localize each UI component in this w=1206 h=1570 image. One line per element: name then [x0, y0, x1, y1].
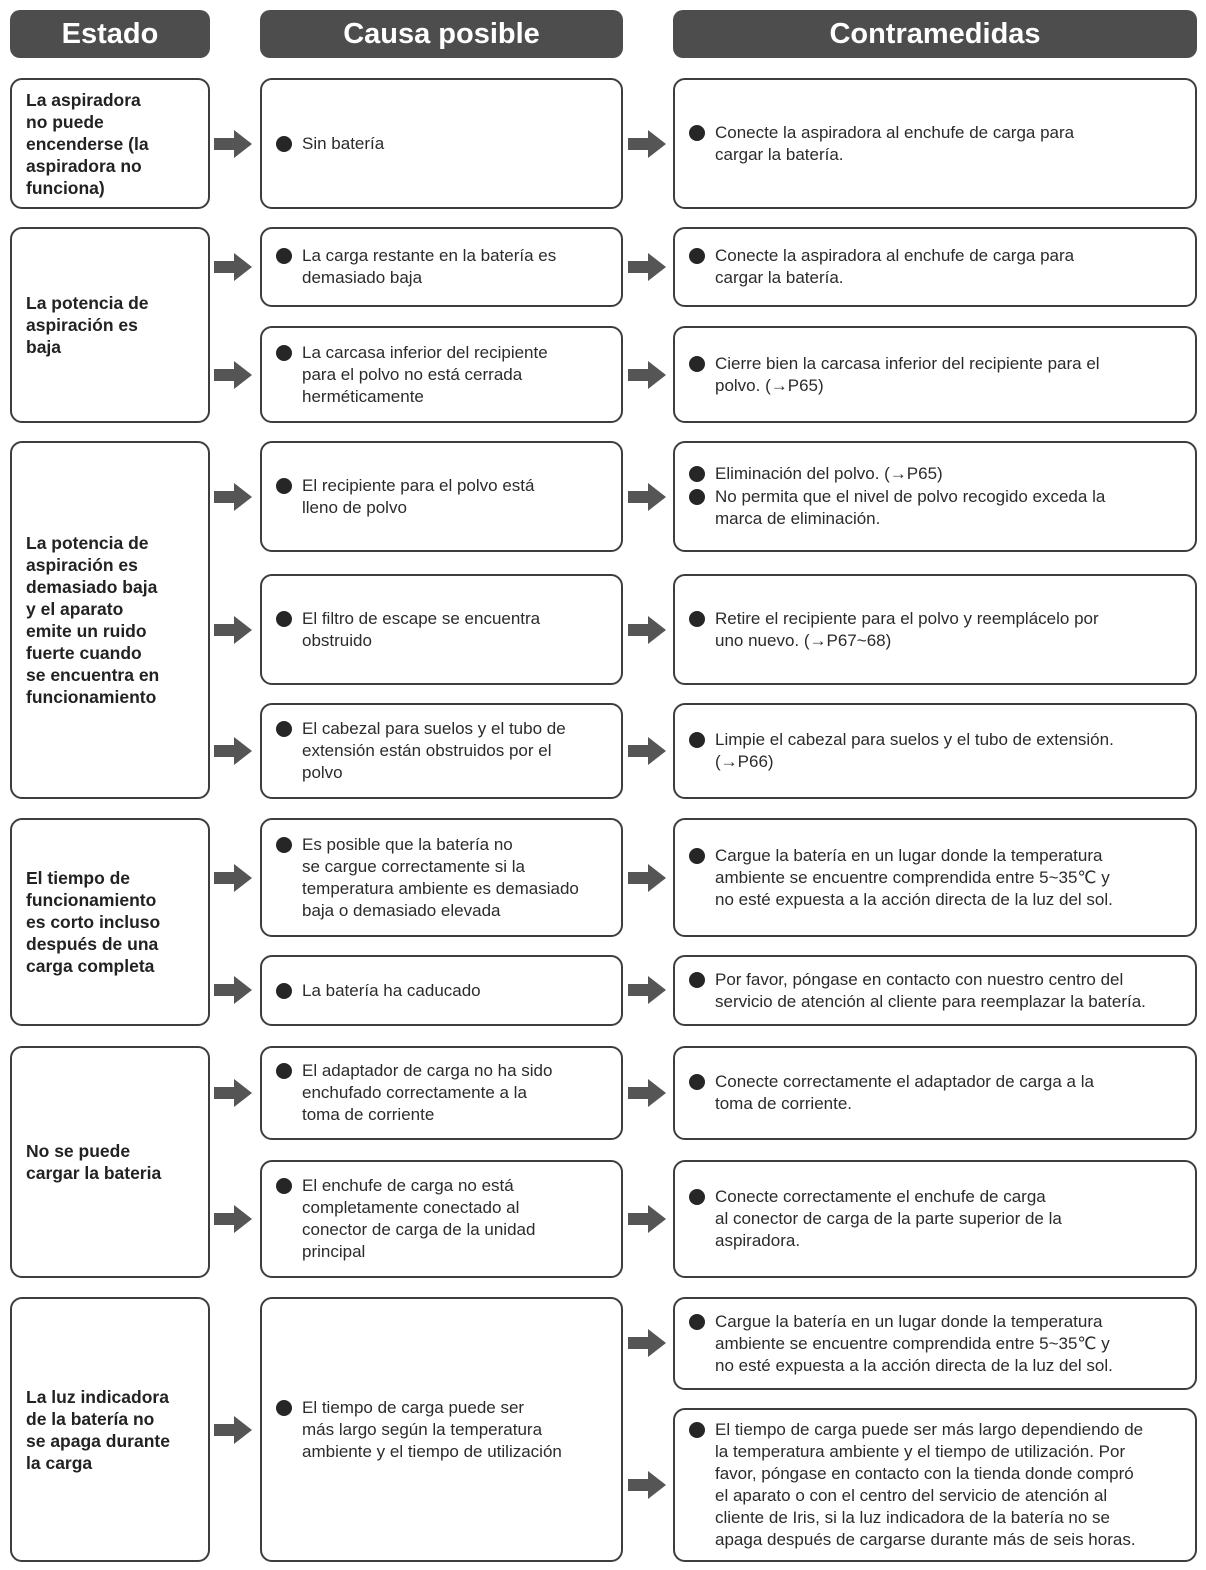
arrow-right-icon	[214, 253, 252, 281]
arrow-right-icon	[214, 130, 252, 158]
contramedida-item: Cierre bien la carcasa inferior del recipiente para el polvo. (→P65)	[689, 353, 1189, 397]
contramedida-box	[673, 78, 1197, 209]
contramedida-box	[673, 574, 1197, 685]
estado-text: La potencia de aspiración es baja	[26, 293, 149, 357]
arrow-right-icon	[214, 483, 252, 511]
header-estado	[10, 10, 210, 58]
arrow-right-icon	[628, 976, 666, 1004]
contramedida-item: Conecte la aspiradora al enchufe de carga para cargar la batería.	[689, 245, 1189, 289]
causa-box	[260, 78, 623, 209]
arrow-right-icon	[628, 1471, 666, 1499]
arrow-right-icon	[214, 1079, 252, 1107]
contramedida-box	[673, 1046, 1197, 1140]
causa-item: El tiempo de carga puede ser más largo según la temperatura ambiente y el tiempo de utilización	[276, 1397, 609, 1463]
causa-box	[260, 955, 623, 1026]
contramedida-item: El tiempo de carga puede ser más largo dependiendo de la temperatura ambiente y el tiempo de utilización. Por favor, póngase en contacto con la tienda donde compró el aparato o con el centro del servicio de atención al cliente de Iris, si la luz indicadora de la batería no se apaga después de cargarse durante más de seis horas.	[689, 1419, 1189, 1551]
arrow-right-icon	[628, 1329, 666, 1357]
causa-item: El recipiente para el polvo está lleno de polvo	[276, 475, 609, 519]
arrow-right-icon	[214, 737, 252, 765]
contramedida-item: Retire el recipiente para el polvo y reemplácelo por uno nuevo. (→P67~68)	[689, 608, 1189, 652]
arrow-right-icon	[628, 253, 666, 281]
causa-box	[260, 1297, 623, 1562]
causa-item: La batería ha caducado	[276, 980, 609, 1002]
contramedida-item: Conecte correctamente el enchufe de carga al conector de carga de la parte superior de la aspiradora.	[689, 1186, 1189, 1252]
header-contramedidas	[673, 10, 1197, 58]
estado-text: No se puede cargar la bateria	[26, 1141, 162, 1183]
contramedida-box	[673, 1408, 1197, 1562]
contramedida-box	[673, 326, 1197, 423]
arrow-right-icon	[628, 737, 666, 765]
header-estado-label: Estado	[61, 17, 159, 50]
header-contramedidas-label: Contramedidas	[829, 17, 1041, 50]
contramedida-item: Conecte la aspiradora al enchufe de carga para cargar la batería.	[689, 122, 1189, 166]
estado-box	[10, 78, 210, 209]
contramedida-item: Limpie el cabezal para suelos y el tubo de extensión. (→P66)	[689, 729, 1189, 773]
causa-box	[260, 1046, 623, 1140]
estado-text: La luz indicadora de la batería no se apaga durante la carga	[26, 1386, 170, 1473]
contramedida-item: Cargue la batería en un lugar donde la temperatura ambiente se encuentre comprendida entre 5~35℃ y no esté expuesta a la acción directa de la luz del sol.	[689, 845, 1189, 911]
estado-box	[10, 1297, 210, 1562]
causa-item: La carga restante en la batería es demasiado baja	[276, 245, 609, 289]
causa-item: La carcasa inferior del recipiente para el polvo no está cerrada herméticamente	[276, 342, 609, 408]
contramedida-item: No permita que el nivel de polvo recogido exceda la marca de eliminación.	[689, 486, 1189, 530]
arrow-right-icon	[214, 361, 252, 389]
contramedida-box	[673, 955, 1197, 1026]
causa-box	[260, 441, 623, 552]
contramedida-box	[673, 227, 1197, 307]
contramedida-box	[673, 818, 1197, 937]
contramedida-box	[673, 1160, 1197, 1278]
header-causa-posible	[260, 10, 623, 58]
contramedida-box	[673, 441, 1197, 552]
contramedida-box	[673, 703, 1197, 799]
arrow-right-icon	[214, 976, 252, 1004]
causa-item: Es posible que la batería no se cargue correctamente si la temperatura ambiente es demasiado baja o demasiado elevada	[276, 834, 609, 922]
arrow-right-icon	[628, 130, 666, 158]
contramedida-item: Por favor, póngase en contacto con nuestro centro del servicio de atención al cliente para reemplazar la batería.	[689, 969, 1189, 1013]
contramedida-item: Eliminación del polvo. (→P65)	[689, 463, 1189, 485]
arrow-right-icon	[214, 1205, 252, 1233]
header-causa-label: Causa posible	[343, 17, 540, 50]
causa-box	[260, 818, 623, 937]
estado-box	[10, 227, 210, 423]
estado-text: La aspiradora no puede encenderse (la aspiradora no funciona)	[26, 89, 149, 198]
estado-box	[10, 1046, 210, 1278]
arrow-right-icon	[214, 864, 252, 892]
estado-box	[10, 441, 210, 799]
causa-box	[260, 574, 623, 685]
estado-text: El tiempo de funcionamiento es corto incluso después de una carga completa	[26, 868, 161, 976]
contramedida-item: Cargue la batería en un lugar donde la temperatura ambiente se encuentre comprendida entre 5~35℃ y no esté expuesta a la acción directa de la luz del sol.	[689, 1311, 1189, 1377]
causa-box	[260, 227, 623, 307]
arrow-right-icon	[214, 616, 252, 644]
estado-text: La potencia de aspiración es demasiado baja y el aparato emite un ruido fuerte cuando se encuentra en funcionamiento	[26, 533, 160, 707]
contramedida-item: Conecte correctamente el adaptador de carga a la toma de corriente.	[689, 1071, 1189, 1115]
causa-box	[260, 703, 623, 799]
causa-item: El cabezal para suelos y el tubo de extensión están obstruidos por el polvo	[276, 718, 609, 784]
arrow-right-icon	[628, 864, 666, 892]
causa-box	[260, 326, 623, 423]
estado-box	[10, 818, 210, 1026]
arrow-right-icon	[628, 361, 666, 389]
arrow-right-icon	[628, 616, 666, 644]
arrow-right-icon	[628, 1205, 666, 1233]
causa-item: El adaptador de carga no ha sido enchufado correctamente a la toma de corriente	[276, 1060, 609, 1126]
arrow-right-icon	[628, 483, 666, 511]
causa-item: El enchufe de carga no está completamente conectado al conector de carga de la unidad principal	[276, 1175, 609, 1263]
contramedida-box	[673, 1297, 1197, 1390]
arrow-right-icon	[214, 1416, 252, 1444]
arrow-right-icon	[628, 1079, 666, 1107]
causa-item: Sin batería	[276, 133, 609, 155]
causa-item: El filtro de escape se encuentra obstruido	[276, 608, 609, 652]
causa-box	[260, 1160, 623, 1278]
